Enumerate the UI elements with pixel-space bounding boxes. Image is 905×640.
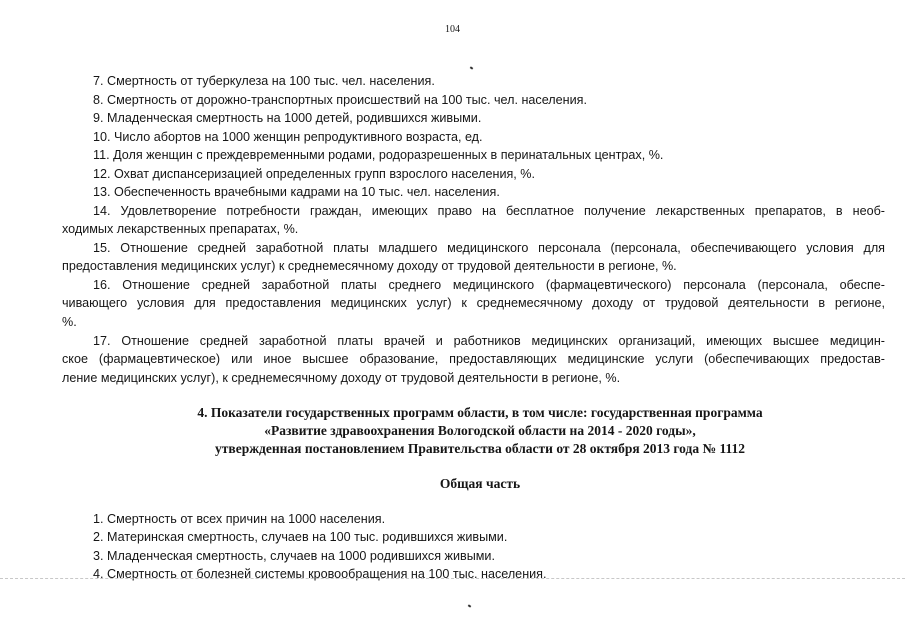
list-item: 2. Материнская смертность, случаев на 100 тыс. родившихся живыми. [93,530,508,544]
page-number: 104 [445,24,460,35]
list-item: 12. Охват диспансеризацией определенных групп взрослого населения, %. [93,167,535,181]
list-item: 4. Смертность от болезней системы кровообращения на 100 тыс. населения. [93,567,547,581]
list-item: 7. Смертность от туберкулеза на 100 тыс. чел. населения. [93,74,435,88]
list-item: 8. Смертность от дорожно-транспортных происшествий на 100 тыс. чел. населения. [93,93,587,107]
list-item-17-line-2: ское (фармацевтическое) или иное высшее образование, предоставляющих медицинские услуги (обеспечивающих предостав- [62,352,885,366]
list-item-16-line-1: 16. Отношение средней заработной платы среднего медицинского (фармацевтического) персонала (персонала, обеспе- [93,278,885,292]
subheading: Общая часть [439,476,521,491]
list-item: 3. Младенческая смертность, случаев на 1000 родившихся живыми. [93,549,495,563]
list-item-16-line-3: %. [62,315,77,329]
list-item-15-line-2: предоставления медицинских услуг) к среднемесячному доходу от трудовой деятельности в регионе, %. [62,259,677,273]
list-item: 9. Младенческая смертность на 1000 детей, родившихся живыми. [93,111,482,125]
section-heading-line-2: «Развитие здравоохранения Вологодской области на 2014 - 2020 годы», [264,423,696,438]
list-item-14-line-2: ходимых лекарственных препаратах, %. [62,222,299,236]
list-item: 13. Обеспеченность врачебными кадрами на 10 тыс. чел. населения. [93,185,500,199]
list-item: 10. Число абортов на 1000 женщин репродуктивного возраста, ед. [93,130,483,144]
page-edge-line [0,578,905,580]
scan-speck [470,66,474,69]
list-item: 1. Смертность от всех причин на 1000 населения. [93,512,386,526]
list-item-17-line-3: ление медицинских услуг), к среднемесячному доходу от трудовой деятельности в регионе, %. [62,371,621,385]
list-item-14-line-1: 14. Удовлетворение потребности граждан, имеющих право на бесплатное получение лекарственных препаратов, в необ- [93,204,885,218]
list-item-16-line-2: чивающего условия для предоставления медицинских услуг) к среднемесячному доходу от трудовой деятельности в регионе, [62,296,885,310]
section-heading-line-3: утвержденная постановлением Правительства области от 28 октября 2013 года № 1112 [215,441,745,456]
scan-speck [468,604,472,607]
section-heading-line-1: 4. Показатели государственных программ области, в том числе: государственная программа [197,405,763,420]
list-item-15-line-1: 15. Отношение средней заработной платы младшего медицинского персонала (персонала, обеспечивающего условия для [93,241,885,255]
list-item: 11. Доля женщин с преждевременными родами, родоразрешенных в перинатальных центрах, %. [93,148,664,162]
list-item-17-line-1: 17. Отношение средней заработной платы врачей и работников медицинских организаций, имеющих высшее медицин- [93,334,885,348]
